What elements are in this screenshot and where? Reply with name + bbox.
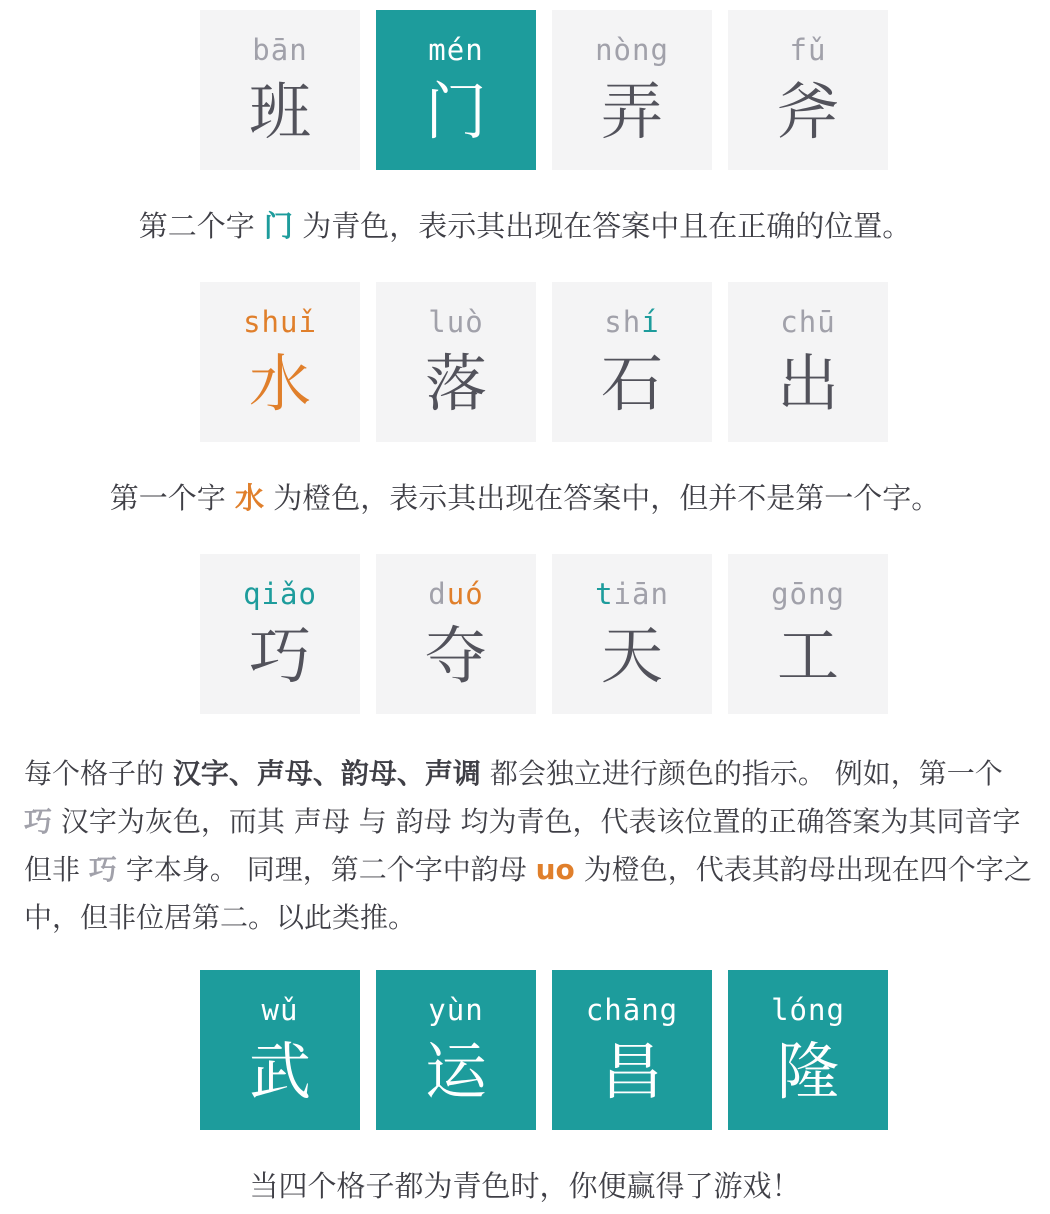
pinyin: wǔ <box>261 993 299 1027</box>
hanzi: 班 <box>248 75 311 148</box>
highlight-char-men: 门 <box>263 209 293 243</box>
tile-shi <box>552 282 712 442</box>
hanzi: 门 <box>424 75 487 148</box>
tile-shui-present <box>200 282 360 442</box>
pinyin: luò <box>428 305 484 339</box>
example-4-row <box>200 970 888 1130</box>
pinyin <box>552 574 712 614</box>
hanzi: 夺 <box>424 619 487 692</box>
hanzi: 出 <box>776 347 839 420</box>
hanzi: 水 <box>248 347 311 420</box>
tile-gong <box>728 554 888 714</box>
final-tone: í <box>641 305 660 339</box>
pinyin <box>728 302 888 342</box>
initial: g <box>771 577 790 611</box>
bold-parts-list: 汉字、声母、韵母、声调 <box>172 757 481 790</box>
orange-final-uo: uo <box>535 853 575 886</box>
hanzi: 运 <box>424 1035 487 1108</box>
pinyin: qiǎo <box>243 577 317 611</box>
tile-fu <box>728 10 888 170</box>
tile-luo <box>376 282 536 442</box>
pinyin: chāng <box>585 993 679 1027</box>
example-2-row <box>200 282 888 442</box>
hanzi: 斧 <box>776 75 839 148</box>
initial: d <box>428 577 447 611</box>
initial: t <box>595 577 614 611</box>
final: ōng <box>789 577 845 611</box>
hanzi: 武 <box>248 1035 311 1108</box>
initial: sh <box>604 305 642 339</box>
example-3-row <box>200 554 888 714</box>
final: iān <box>613 577 669 611</box>
hanzi: 天 <box>600 619 663 692</box>
final: uó <box>446 577 484 611</box>
pinyin: nòng <box>595 33 669 67</box>
tile-tian <box>552 554 712 714</box>
final-tone: ū <box>817 305 836 339</box>
win-caption: 当四个格子都为青色时，你便赢得了游戏！ <box>249 1169 801 1203</box>
explanation-paragraph: 每个格子的 汉字、声母、韵母、声调 都会独立进行颜色的指示。 例如，第一个 巧 汉字为灰色，而其 声母 与 韵母 均为青色，代表该位置的正确答案为其同音字但非 巧 字本身。 同理，第二个字中韵母 uo 为橙色，代表其韵母出现在四个字之中，但非位居第二。以此类推。 <box>24 757 1032 934</box>
hanzi: 隆 <box>776 1035 839 1108</box>
tile-qiao <box>200 554 360 714</box>
pinyin <box>376 574 536 614</box>
tile-ban <box>200 10 360 170</box>
pinyin: shuǐ <box>243 305 317 339</box>
initial: ch <box>780 305 818 339</box>
example-1-row <box>200 10 888 170</box>
hanzi: 弄 <box>600 75 663 148</box>
hanzi: 落 <box>424 347 487 420</box>
hanzi: 石 <box>600 347 663 420</box>
tile-long-correct <box>728 970 888 1130</box>
gray-char-qiao: 巧 <box>24 805 53 838</box>
tile-duo <box>376 554 536 714</box>
pinyin: bān <box>252 33 308 67</box>
tile-chu <box>728 282 888 442</box>
tile-men-correct <box>376 10 536 170</box>
example-1-caption: 第二个字 门 为青色，表示其出现在答案中且在正确的位置。 <box>138 209 912 243</box>
highlight-char-shui: 水 <box>234 481 264 515</box>
hanzi: 工 <box>776 619 839 692</box>
example-2-caption: 第一个字 水 为橙色，表示其出现在答案中，但并不是第一个字。 <box>109 481 941 515</box>
tile-nong <box>552 10 712 170</box>
pinyin: yùn <box>428 993 484 1027</box>
hanzi: 巧 <box>248 619 311 692</box>
tile-wu-correct <box>200 970 360 1130</box>
pinyin: lóng <box>771 993 845 1027</box>
gray-char-qiao-2: 巧 <box>88 853 117 886</box>
pinyin: fǔ <box>789 33 827 67</box>
pinyin: mén <box>428 33 484 67</box>
hanzi: 昌 <box>600 1035 663 1108</box>
pinyin <box>552 302 712 342</box>
tile-chang-correct <box>552 970 712 1130</box>
tile-yun-correct <box>376 970 536 1130</box>
pinyin <box>728 574 888 614</box>
